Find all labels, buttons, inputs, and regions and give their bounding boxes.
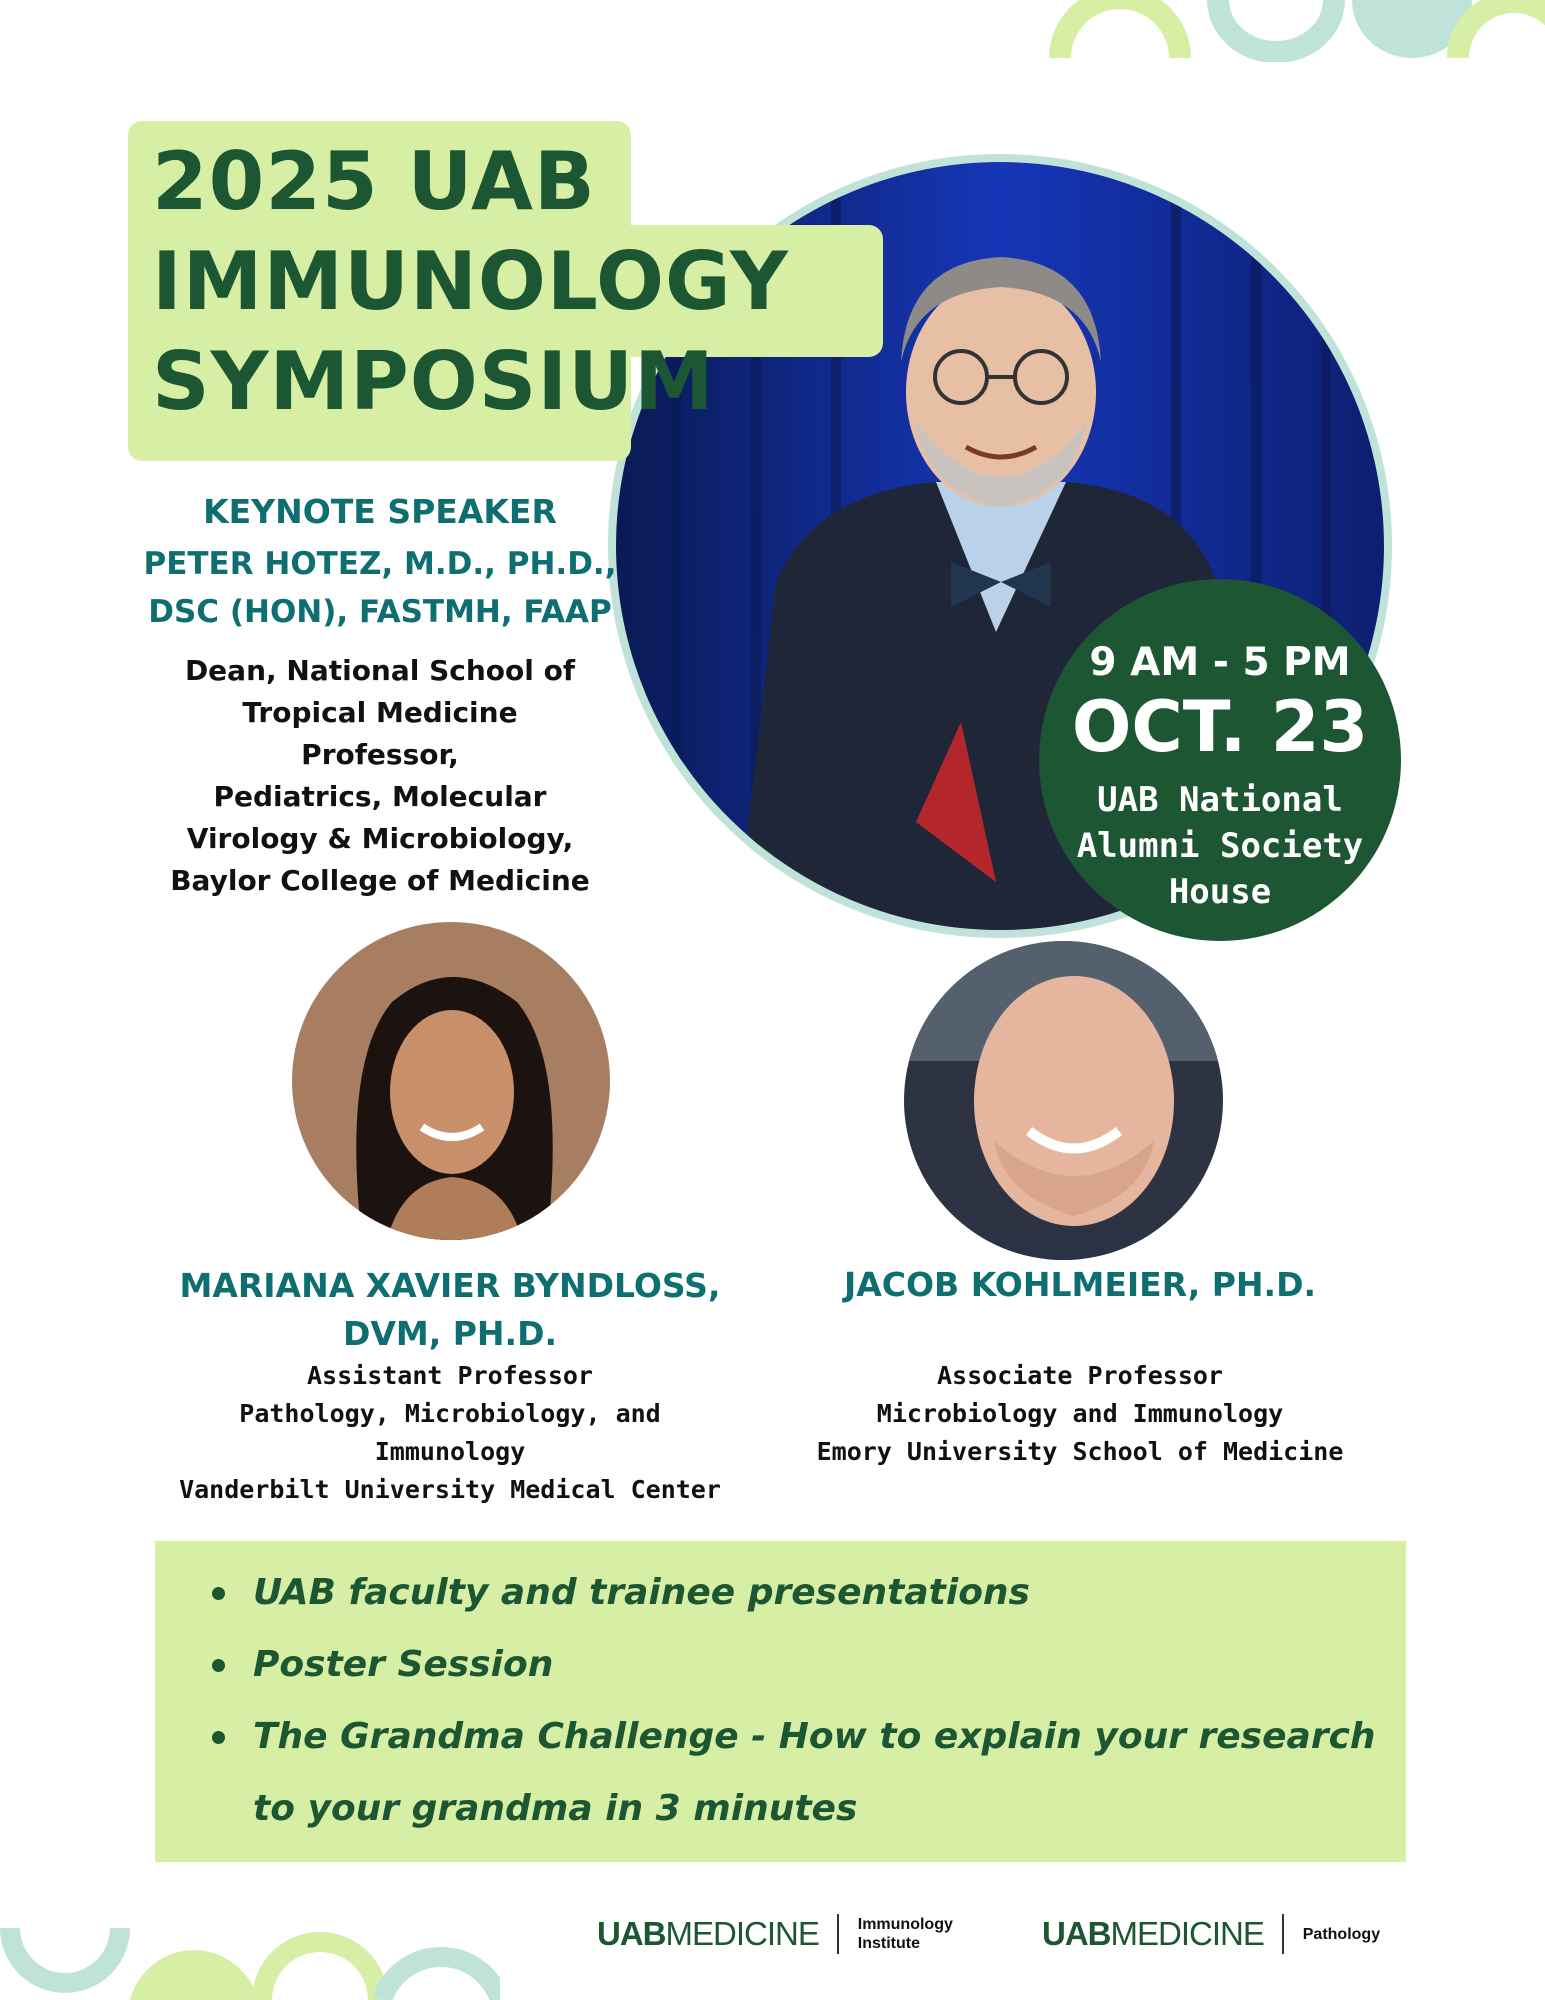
speaker-byndloss-name-line-2: DVM, PH.D.	[342, 1314, 558, 1353]
title-line-3: SYMPOSIUM	[152, 335, 715, 428]
keynote-name-line-2: DSC (HON), FASTMH, FAAP	[148, 594, 612, 630]
top-decorative-arcs	[1040, 0, 1545, 62]
event-venue-line: UAB National	[1097, 780, 1343, 820]
bullet-dot-icon	[212, 1731, 225, 1744]
speaker-kohlmeier-name: JACOB KOHLMEIER, PH.D.	[843, 1265, 1317, 1304]
logo-unit-line: Pathology	[1302, 1925, 1381, 1943]
logo-brand: MEDICINE	[1110, 1915, 1264, 1952]
uab-medicine-immunology-logo	[597, 1914, 953, 1970]
event-title	[152, 132, 892, 452]
keynote-desc-line: Baylor College of Medicine	[170, 864, 590, 897]
speaker-desc-line: Microbiology and Immunology	[876, 1399, 1284, 1428]
speaker-desc-line: Emory University School of Medicine	[816, 1437, 1344, 1466]
highlight-item: The Grandma Challenge - How to explain your research	[253, 1716, 1376, 1757]
keynote-name-line-1: PETER HOTEZ, M.D., PH.D.,	[143, 546, 617, 582]
keynote-desc-line: Professor,	[301, 738, 459, 771]
speaker-desc-line: Vanderbilt University Medical Center	[179, 1475, 721, 1504]
speaker-byndloss-description	[150, 1357, 750, 1509]
speaker-byndloss-name-line-1: MARIANA XAVIER BYNDLOSS,	[179, 1266, 721, 1305]
title-line-2: IMMUNOLOGY	[152, 235, 789, 328]
event-date-badge	[1039, 579, 1401, 941]
logo-brand-bold: UAB	[1042, 1915, 1111, 1952]
event-venue-line: Alumni Society	[1076, 826, 1364, 866]
highlight-item: to your grandma in 3 minutes	[253, 1788, 858, 1829]
event-time: 9 AM - 5 PM	[1089, 640, 1351, 685]
speaker-byndloss-photo	[292, 922, 610, 1240]
bottom-decorative-arcs	[0, 1928, 500, 2000]
keynote-heading: KEYNOTE SPEAKER	[203, 492, 557, 531]
speaker-desc-line: Pathology, Microbiology, and	[239, 1399, 661, 1428]
highlight-item: Poster Session	[253, 1644, 554, 1685]
logo-divider	[1282, 1914, 1284, 1954]
logo-unit-line: Institute	[857, 1935, 920, 1952]
logo-brand: MEDICINE	[665, 1915, 819, 1952]
keynote-desc-line: Dean, National School of	[184, 654, 576, 687]
logo-unit-line: Immunology	[857, 1916, 953, 1933]
keynote-desc-line: Pediatrics, Molecular	[213, 780, 547, 813]
speaker-kohlmeier-description	[780, 1357, 1380, 1471]
bullet-dot-icon	[212, 1659, 225, 1672]
speaker-kohlmeier-photo	[904, 941, 1223, 1260]
title-line-1: 2025 UAB	[152, 135, 596, 228]
speaker-desc-line: Associate Professor	[937, 1361, 1223, 1390]
event-venue-line: House	[1168, 872, 1272, 912]
bullet-dot-icon	[212, 1587, 225, 1600]
event-date: OCT. 23	[1071, 686, 1369, 768]
logo-brand-bold: UAB	[597, 1915, 666, 1952]
program-highlights	[155, 1541, 1406, 1862]
uab-medicine-pathology-logo	[1042, 1914, 1380, 1970]
keynote-desc-line: Tropical Medicine	[242, 696, 518, 729]
speaker-desc-line: Assistant Professor	[307, 1361, 593, 1390]
speaker-desc-line: Immunology	[374, 1437, 526, 1466]
keynote-desc-line: Virology & Microbiology,	[186, 822, 574, 855]
highlight-item: UAB faculty and trainee presentations	[253, 1572, 1030, 1613]
keynote-description	[140, 650, 620, 902]
logo-divider	[837, 1914, 839, 1954]
